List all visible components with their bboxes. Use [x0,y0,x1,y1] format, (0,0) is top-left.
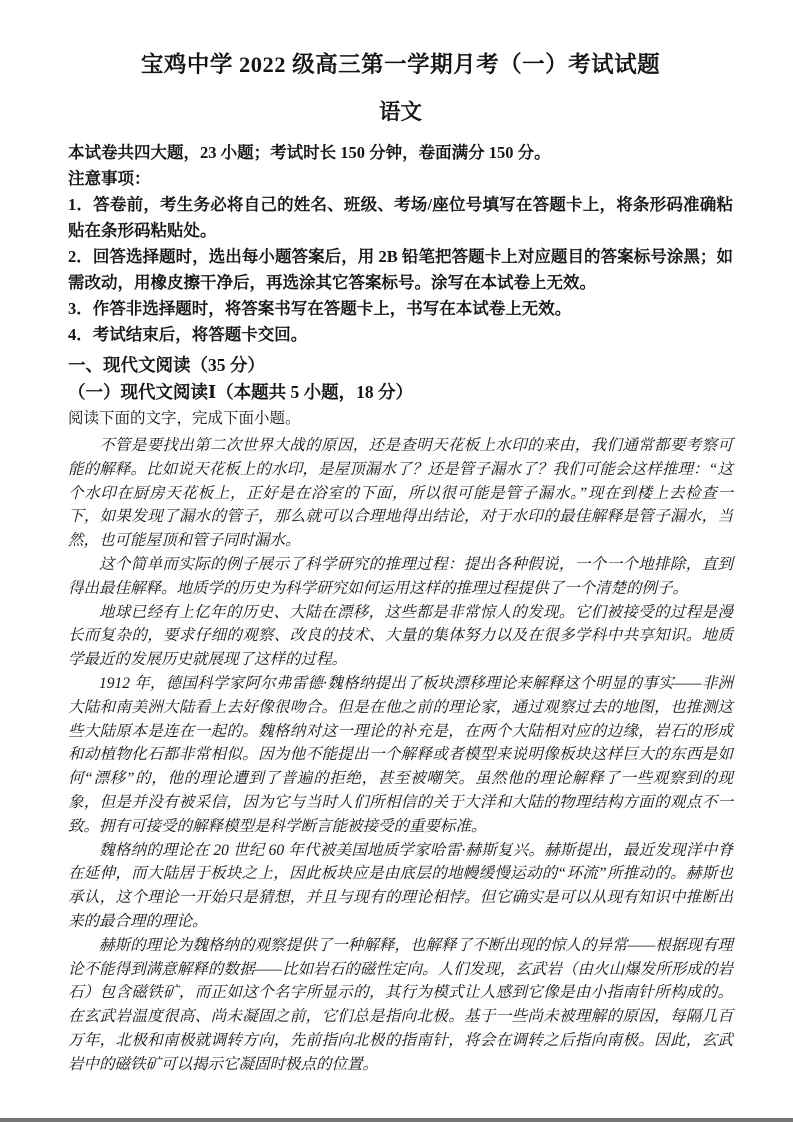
notice-list [68,192,733,348]
notice-item-1: 1．答卷前，考生务必将自己的姓名、班级、考场/座位号填写在答题卡上，将条形码准确粘贴在条形码粘贴处。 [68,195,733,240]
passage-paragraph-2: 这个简单而实际的例子展示了科学研究的推理过程：提出各种假说，一个一个地排除，直到得出最佳解释。地质学的历史为科学研究如何运用这样的推理过程提供了一个清楚的例子。 [68,555,733,597]
passage-paragraph-5: 魏格纳的理论在 20 世纪 60 年代被美国地质学家哈雷·赫斯复兴。赫斯提出，最近发现洋中脊在延伸，而大陆居于板块之上，因此板块应是由底层的地幔缓慢运动的“环流”所推动的。赫斯也承认，这个理论一开始只是猜想，并且与现有的理论相悖。但它确实是可以从现有知识中推断出来的最合理的理论。 [68,841,733,930]
notice-item-3: 3．作答非选择题时，将答案书写在答题卡上，书写在本试卷上无效。 [68,299,572,318]
notice-heading: 注意事项： [68,169,151,188]
notice-item-2: 2．回答选择题时，选出每小题答案后，用 2B 铅笔把答题卡上对应题目的答案标号涂黑；如需改动，用橡皮擦干净后，再选涂其它答案标号。涂写在本试卷上无效。 [68,247,733,292]
exam-info-line: 本试卷共四大题，23 小题；考试时长 150 分钟，卷面满分 150 分。 [68,143,551,162]
notice-item-4: 4．考试结束后，将答题卡交回。 [68,325,308,344]
reading-instruction: 阅读下面的文字，完成下面小题。 [68,410,301,427]
passage-paragraph-4: 1912 年，德国科学家阿尔弗雷德·魏格纳提出了板块漂移理论来解释这个明显的事实——非洲大陆和南美洲大陆看上去好像很吻合。但是在他之前的理论家，通过观察过去的地图，也推测这些大陆原本是连在一起的。魏格纳对这一理论的补充是，在两个大陆相对应的边缘，岩石的形成和动植物化石都非常相似。因为他不能提出一个解释或者模型来说明像板块这样巨大的东西是如何“漂移”的，他的理论遭到了普遍的拒绝，甚至被嘲笑。虽然他的理论解释了一些观察到的现象，但是并没有被采信，因为它与当时人们所相信的关于大洋和大陆的物理结构方面的观点不一致。拥有可接受的解释模型是科学断言能被接受的重要标准。 [68,674,733,835]
reading-passage [68,434,733,1077]
page-title: 宝鸡中学 2022 级高三第一学期月考（一）考试试题 [140,52,661,77]
passage-paragraph-3: 地球已经有上亿年的历史、大陆在漂移，这些都是非常惊人的发现。它们被接受的过程是漫长而复杂的，要求仔细的观察、改良的技术、大量的集体努力以及在很多学科中共享知识。地质学最近的发展历史就展现了这样的过程。 [68,603,733,669]
subsection-heading-reading-1: （一）现代文阅读Ⅰ（本题共 5 小题，18 分） [68,382,414,402]
subject-title: 语文 [378,100,422,124]
viewer-bottom-edge [0,1118,793,1122]
section-heading-modern-reading: 一、现代文阅读（35 分） [68,355,265,375]
passage-paragraph-1: 不管是要找出第二次世界大战的原因，还是查明天花板上水印的来由，我们通常都要考察可能的解释。比如说天花板上的水印，是屋顶漏水了？还是管子漏水了？我们可能会这样推理：“这个水印在厨房天花板上，正好是在浴室的下面，所以很可能是管子漏水。”现在到楼上去检查一下，如果发现了漏水的管子，那么就可以合理地得出结论，对于水印的最佳解释是管子漏水，当然，也可能屋顶和管子同时漏水。 [68,437,733,550]
passage-paragraph-6: 赫斯的理论为魏格纳的观察提供了一种解释，也解释了不断出现的惊人的异常——根据现有理论不能得到满意解释的数据——比如岩石的磁性定向。人们发现，玄武岩（由火山爆发所形成的岩石）包含磁铁矿，而正如这个名字所显示的，其行为模式让人感到它像是由小指南针所构成的。在玄武岩温度很高、尚未凝固之前，它们总是指向北极。基于一些尚未被理解的原因，每隔几百万年，北极和南极就调转方向，先前指向北极的指南针，将会在调转之后指向南极。因此，玄武岩中的磁铁矿可以揭示它凝固时极点的位置。 [68,936,733,1073]
